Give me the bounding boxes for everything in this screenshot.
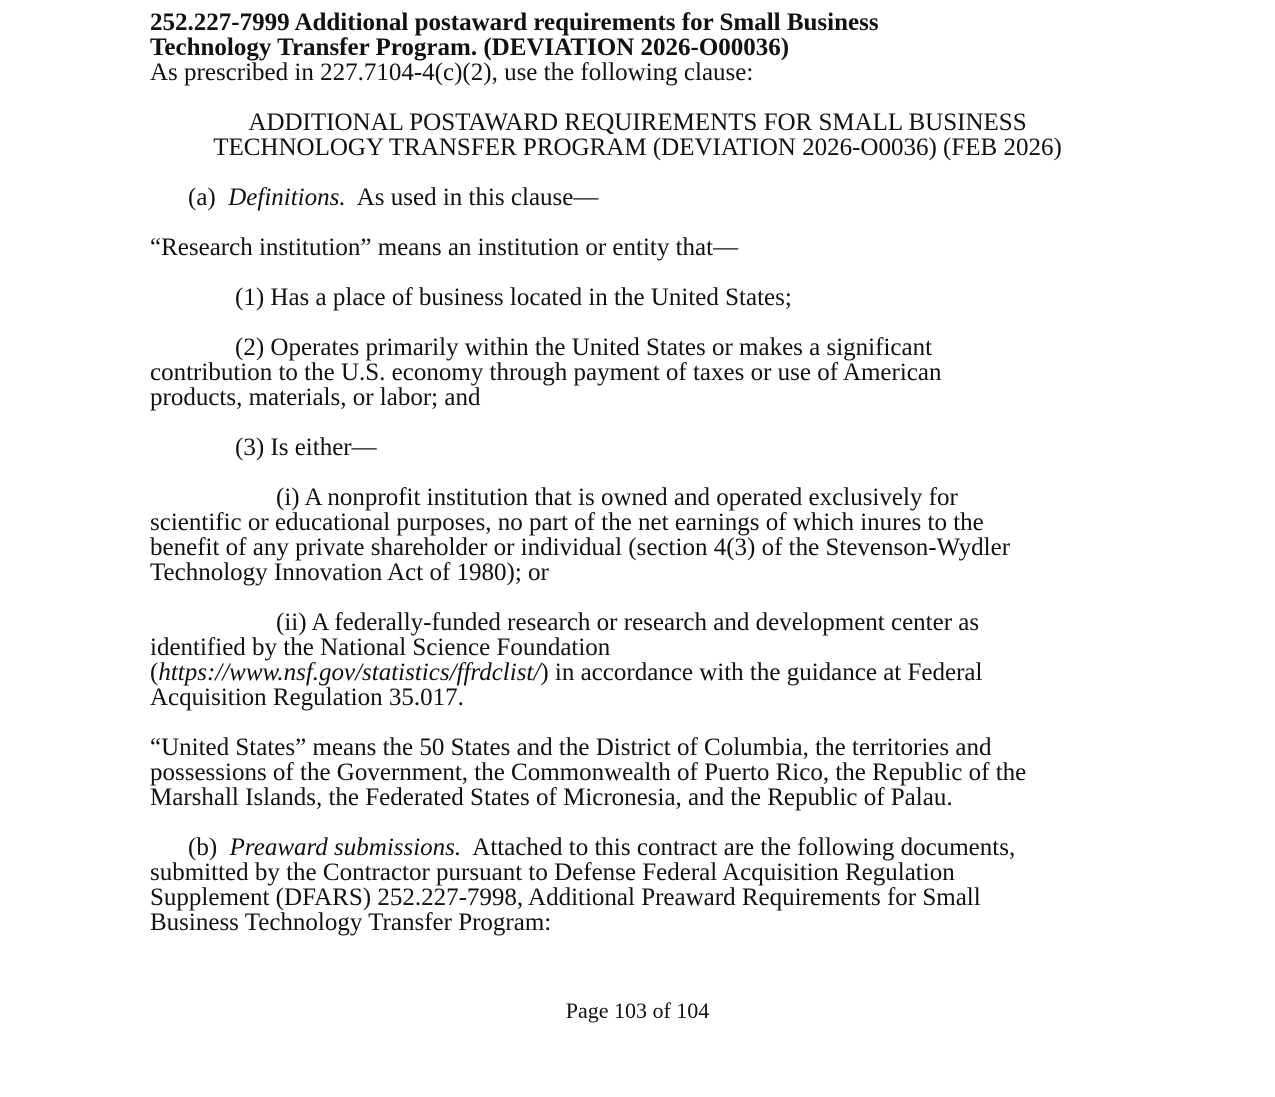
item-i [150, 485, 1125, 585]
clause-title-line: ADDITIONAL POSTAWARD REQUIREMENTS FOR SMALL BUSINESS [248, 109, 1027, 136]
paren-open: ( [150, 659, 159, 686]
paragraph-b-line [150, 835, 1125, 860]
clause-title [150, 110, 1125, 160]
item-1: (1) Has a place of business located in the United States; [235, 284, 792, 311]
paragraph-b-line: submitted by the Contractor pursuant to Defense Federal Acquisition Regulation [150, 859, 955, 886]
paragraph-b-line: Business Technology Transfer Program: [150, 909, 552, 936]
item-i-line: Technology Innovation Act of 1980); or [150, 559, 549, 586]
item-2 [150, 335, 1125, 410]
page-number-footer: Page 103 of 104 [565, 998, 710, 1023]
item-ii-line: identified by the National Science Foundation [150, 634, 611, 661]
item-2-line: (2) Operates primarily within the United States or makes a significant [235, 334, 933, 361]
section-heading-line: Technology Transfer Program. (DEVIATION 2026-O00036) [150, 34, 790, 61]
definition-research-institution: “Research institution” means an institution or entity that— [150, 234, 739, 261]
page-content [150, 10, 1125, 935]
paragraph-a-title: Definitions. [228, 184, 346, 211]
paragraph-a-text: As used in this clause— [356, 184, 599, 211]
paragraph-b-label: (b) [188, 834, 218, 861]
paragraph-b-text: Attached to this contract are the following documents, [472, 834, 1016, 861]
item-ii-line: (ii) A federally-funded research or research and development center as [276, 609, 980, 636]
definition-us-line: “United States” means the 50 States and the District of Columbia, the territories and [150, 734, 992, 761]
prescription-text: As prescribed in 227.7104-4(c)(2), use the following clause: [150, 59, 754, 86]
section-heading [150, 10, 1125, 60]
item-ii [150, 610, 1125, 710]
item-ii-line-rest: ) in accordance with the guidance at Federal [540, 659, 983, 686]
paragraph-a-label: (a) [188, 184, 216, 211]
paragraph-b [150, 835, 1125, 935]
definition-united-states [150, 735, 1125, 810]
definition-us-line: possessions of the Government, the Commonwealth of Puerto Rico, the Republic of the [150, 759, 1027, 786]
item-2-line: contribution to the U.S. economy through payment of taxes or use of American [150, 359, 942, 386]
paragraph-b-line: Supplement (DFARS) 252.227-7998, Additional Preaward Requirements for Small [150, 884, 981, 911]
item-ii-line [150, 660, 1125, 685]
nsf-link[interactable]: https://www.nsf.gov/statistics/ffrdclist/ [158, 659, 541, 686]
item-ii-line: Acquisition Regulation 35.017. [150, 684, 464, 711]
item-i-line: benefit of any private shareholder or individual (section 4(3) of the Stevenson-Wydler [150, 534, 1011, 561]
definition-us-line: Marshall Islands, the Federated States of Micronesia, and the Republic of Palau. [150, 784, 953, 811]
paragraph-b-title: Preaward submissions. [229, 834, 462, 861]
item-2-line: products, materials, or labor; and [150, 384, 481, 411]
section-heading-line: 252.227-7999 Additional postaward requirements for Small Business [150, 9, 879, 36]
item-i-line: scientific or educational purposes, no part of the net earnings of which inures to the [150, 509, 984, 536]
item-3: (3) Is either— [235, 434, 377, 461]
item-i-line: (i) A nonprofit institution that is owned and operated exclusively for [276, 484, 958, 511]
clause-title-line: TECHNOLOGY TRANSFER PROGRAM (DEVIATION 2026-O0036) (FEB 2026) [213, 134, 1062, 161]
paragraph-a [150, 185, 1125, 210]
